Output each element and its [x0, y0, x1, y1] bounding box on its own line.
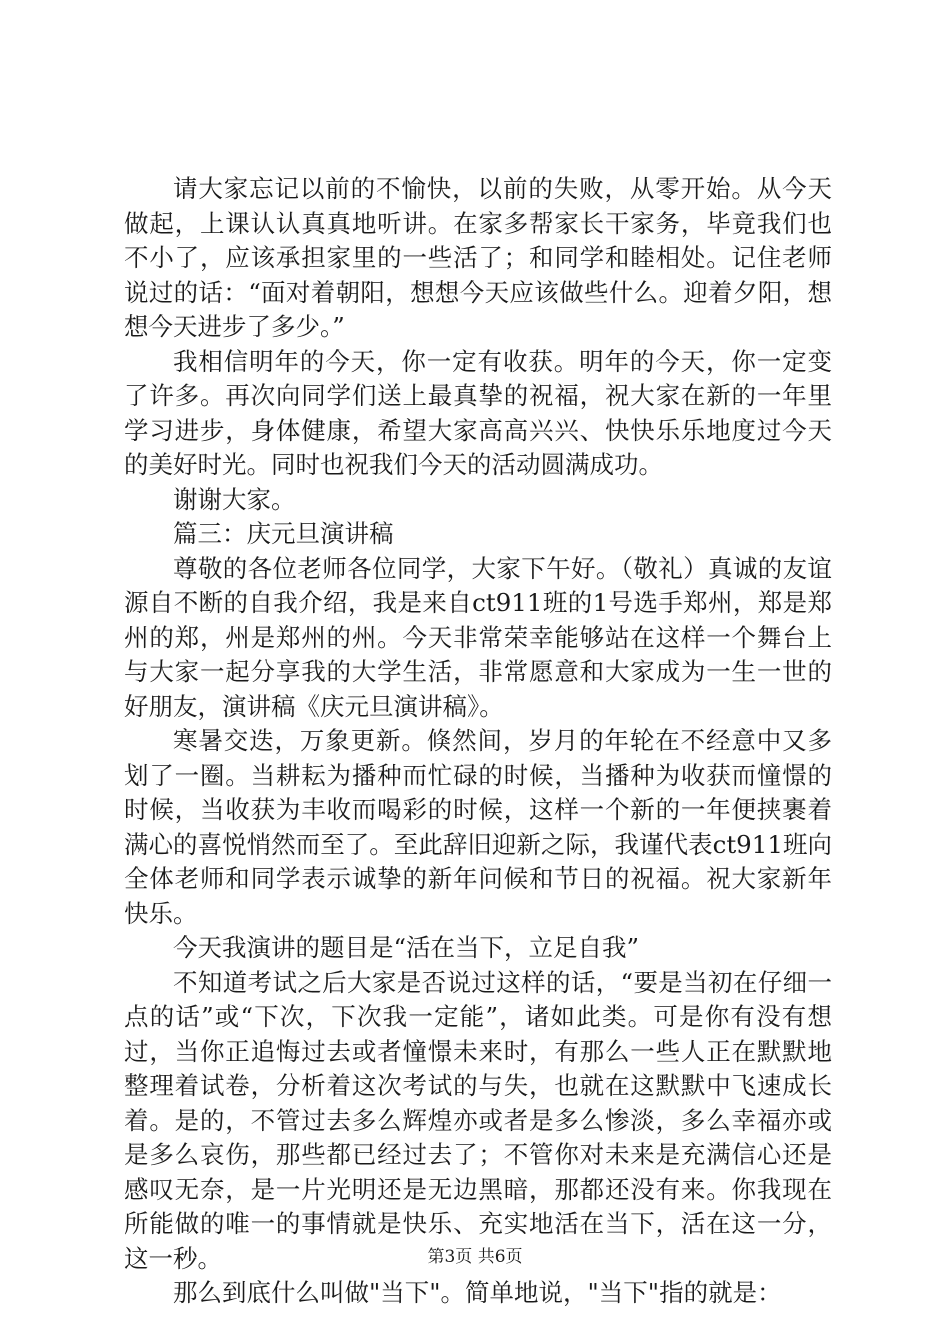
paragraph: 尊敬的各位老师各位同学，大家下午好。（敬礼）真诚的友谊源自不断的自我介绍，我是来自ct911班的1号选手郑州，郑是郑州的郑，州是郑州的州。今天非常荣幸能够站在这样一个舞台上与大家一起分享我的大学生活，非常愿意和大家成为一生一世的好朋友，演讲稿《庆元旦演讲稿》。	[124, 553, 832, 721]
paragraph: 我相信明年的今天，你一定有收获。明年的今天，你一定变了许多。再次向同学们送上最真挚的祝福，祝大家在新的一年里学习进步，身体健康，希望大家高高兴兴、快快乐乐地度过今天的美好时光。同时也祝我们今天的活动圆满成功。	[124, 346, 832, 479]
paragraph: 不知道考试之后大家是否说过这样的话，“要是当初在仔细一点的话”或“下次，下次我一定能”，诸如此类。可是你有没有想过，当你正追悔过去或者憧憬未来时，有那么一些人正在默默地整理着试卷，分析着这次考试的与失，也就在这默默中飞速成长着。是的，不管过去多么辉煌亦或者是多么惨淡，多么幸福亦或是多么哀伤，那些都已经过去了；不管你对未来是充满信心还是感叹无奈，是一片光明还是无边黑暗，那都还没有来。你我现在所能做的唯一的事情就是快乐、充实地活在当下，活在这一分，这一秒。	[124, 967, 832, 1273]
paragraph: 请大家忘记以前的不愉快，以前的失败，从零开始。从今天做起，上课认认真真地听讲。在家多帮家长干家务，毕竟我们也不小了，应该承担家里的一些活了；和同学和睦相处。记住老师说过的话：“面对着朝阳，想想今天应该做些什么。迎着夕阳，想想今天进步了多少。”	[124, 174, 832, 341]
body-text	[124, 172, 832, 1311]
page-footer: 第3页 共6页	[427, 1247, 523, 1267]
paragraph: 寒暑交迭，万象更新。倏然间，岁月的年轮在不经意中又多划了一圈。当耕耘为播种而忙碌的时候，当播种为收获而憧憬的时候，当收获为丰收而喝彩的时候，这样一个新的一年便挟裹着满心的喜悦悄然而至了。至此辞旧迎新之际，我谨代表ct911班向全体老师和同学表示诚挚的新年问候和节日的祝福。祝大家新年快乐。	[124, 726, 832, 928]
paragraph: 今天我演讲的题目是“活在当下，立足自我”	[173, 933, 640, 962]
paragraph: 谢谢大家。	[173, 484, 296, 514]
paragraph: 那么到底什么叫做"当下"。简单地说，"当下"指的就是：	[173, 1278, 782, 1307]
section-heading: 篇三：庆元旦演讲稿	[173, 519, 394, 548]
